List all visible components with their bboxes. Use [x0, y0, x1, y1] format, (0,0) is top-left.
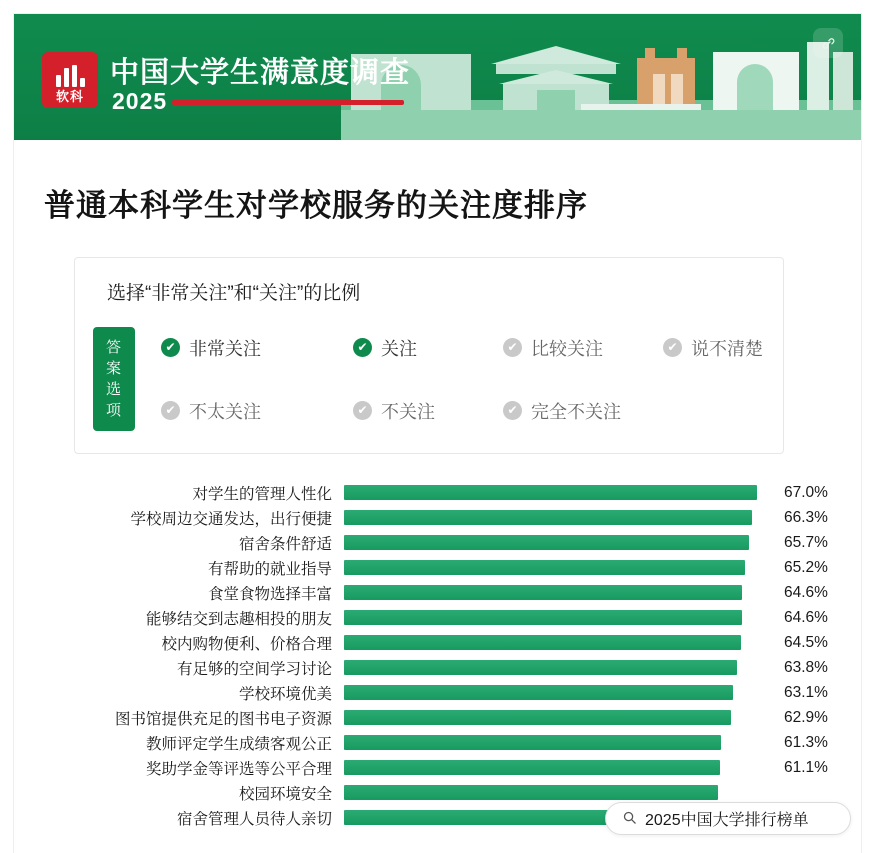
answer-tab-char: 选: [105, 381, 122, 398]
chart-bar: [344, 735, 721, 750]
chart-value-label: 65.7%: [784, 533, 828, 551]
chart-row: [14, 530, 835, 555]
answer-option[interactable]: [161, 335, 353, 361]
right-rail: [861, 0, 875, 853]
chart-row: [14, 505, 835, 530]
chart-value-label: 62.9%: [784, 708, 828, 726]
chart-bar-track: [344, 560, 775, 575]
check-circle-icon: ✔: [161, 338, 180, 357]
answer-option-label: 完全不关注: [531, 401, 621, 422]
answer-option-label: 非常关注: [189, 338, 261, 359]
chart-row: [14, 555, 835, 580]
chart-category-label: 有足够的空间学习讨论: [176, 660, 332, 678]
chart-value-label: 64.6%: [784, 583, 828, 601]
chart-bar: [344, 760, 720, 775]
chart-category-label: 校园环境安全: [238, 785, 332, 803]
legend-panel: [74, 257, 784, 454]
chart-bar: [344, 635, 741, 650]
logo-bars-icon: [56, 65, 85, 87]
chart-bar-track: [344, 710, 775, 725]
chart-category-label: 教师评定学生成绩客观公正: [145, 735, 332, 753]
chart-value-label: 67.0%: [784, 483, 828, 501]
answer-option-label: 不太关注: [189, 401, 261, 422]
ranking-logo: [42, 52, 98, 108]
chart-bar: [344, 485, 757, 500]
chart-bar: [344, 610, 742, 625]
chart-bar-track: [344, 760, 775, 775]
search-icon: [622, 810, 637, 828]
chart-bar-track: [344, 635, 775, 650]
chart-bar-track: [344, 585, 775, 600]
bar-chart: [14, 480, 861, 830]
content-card: [14, 14, 861, 853]
chart-row: [14, 630, 835, 655]
chart-bar: [344, 560, 745, 575]
answer-tab-char: 项: [105, 402, 122, 419]
banner-title: 中国大学生满意度调查: [110, 57, 411, 89]
chart-value-label: 64.6%: [784, 608, 828, 626]
chart-bar: [344, 685, 733, 700]
skyline-illustration: [341, 30, 861, 140]
banner: [14, 14, 861, 140]
chart-value-label: 65.2%: [784, 558, 828, 576]
logo-text: 软科: [55, 89, 84, 104]
link-glyph: [821, 36, 836, 51]
chart-bar-track: [344, 510, 775, 525]
chart-row: [14, 755, 835, 780]
chart-bar: [344, 585, 742, 600]
answer-option-label: 不关注: [381, 401, 435, 422]
chart-category-label: 学校环境优美: [238, 685, 332, 703]
chart-bar-track: [344, 485, 775, 500]
answer-tab-char: 案: [105, 360, 122, 377]
chart-category-label: 宿舍条件舒适: [238, 535, 332, 553]
chart-value-label: 61.3%: [784, 733, 828, 751]
chart-category-label: 对学生的管理人性化: [192, 485, 332, 503]
chart-bar-track: [344, 610, 775, 625]
answer-option[interactable]: [353, 398, 503, 424]
chart-bar-track: [344, 735, 775, 750]
chart-value-label: 63.8%: [784, 658, 828, 676]
chart-bar-track: [344, 685, 775, 700]
chart-category-label: 食堂食物选择丰富: [207, 585, 332, 603]
search-suggestion-pill[interactable]: [605, 802, 851, 835]
answer-option-label: 比较关注: [531, 338, 603, 359]
check-circle-icon: ✔: [663, 338, 682, 357]
chart-row: [14, 705, 835, 730]
chart-category-label: 图书馆提供充足的图书电子资源: [114, 710, 332, 728]
answer-options-tab: [93, 327, 135, 431]
search-suggestion-text: 2025中国大学排行榜单: [645, 812, 809, 829]
link-icon[interactable]: [813, 28, 843, 58]
chart-bar-track: [344, 785, 775, 800]
chart-category-label: 奖助学金等评选等公平合理: [145, 760, 332, 778]
left-rail: [0, 0, 14, 853]
page-title: 普通本科学生对学校服务的关注度排序: [44, 188, 588, 223]
chart-value-label: 66.3%: [784, 508, 828, 526]
chart-category-label: 宿舍管理人员待人亲切: [176, 810, 332, 828]
check-circle-icon: ✔: [353, 338, 372, 357]
answer-option[interactable]: [503, 398, 663, 424]
chart-category-label: 学校周边交通发达，出行便捷: [130, 510, 332, 528]
check-circle-icon: ✔: [503, 338, 522, 357]
banner-year: 2025: [112, 88, 168, 114]
check-circle-icon: ✔: [353, 401, 372, 420]
chart-row: [14, 680, 835, 705]
chart-category-label: 有帮助的就业指导: [207, 560, 332, 578]
answer-option[interactable]: [663, 335, 813, 361]
chart-row: [14, 655, 835, 680]
chart-value-label: 61.1%: [784, 758, 828, 776]
search-glyph: [622, 810, 637, 825]
chart-bar-track: [344, 535, 775, 550]
chart-row: [14, 480, 835, 505]
answer-option[interactable]: [161, 398, 353, 424]
chart-category-label: 能够结交到志趣相投的朋友: [145, 610, 332, 628]
answer-tab-char: 答: [105, 339, 122, 356]
chart-bar-track: [344, 660, 775, 675]
chart-row: [14, 580, 835, 605]
check-circle-icon: ✔: [503, 401, 522, 420]
answer-options-grid: [135, 327, 813, 431]
chart-category-label: 校内购物便利、价格合理: [161, 635, 332, 653]
answer-option[interactable]: [503, 335, 663, 361]
chart-value-label: 64.5%: [784, 633, 828, 651]
legend-body: [93, 327, 765, 431]
answer-option-label: 关注: [381, 338, 417, 359]
chart-row: [14, 605, 835, 630]
answer-option[interactable]: [353, 335, 503, 361]
chart-bar: [344, 535, 749, 550]
chart-bar: [344, 660, 737, 675]
chart-bar: [344, 510, 752, 525]
chart-bar: [344, 710, 731, 725]
check-circle-icon: ✔: [161, 401, 180, 420]
answer-option-label: 说不清楚: [691, 338, 763, 359]
chart-bar: [344, 785, 718, 800]
legend-title: 选择“非常关注”和“关注”的比例: [107, 283, 361, 304]
chart-value-label: 63.1%: [784, 683, 828, 701]
banner-rule: [172, 100, 404, 105]
chart-row: [14, 730, 835, 755]
